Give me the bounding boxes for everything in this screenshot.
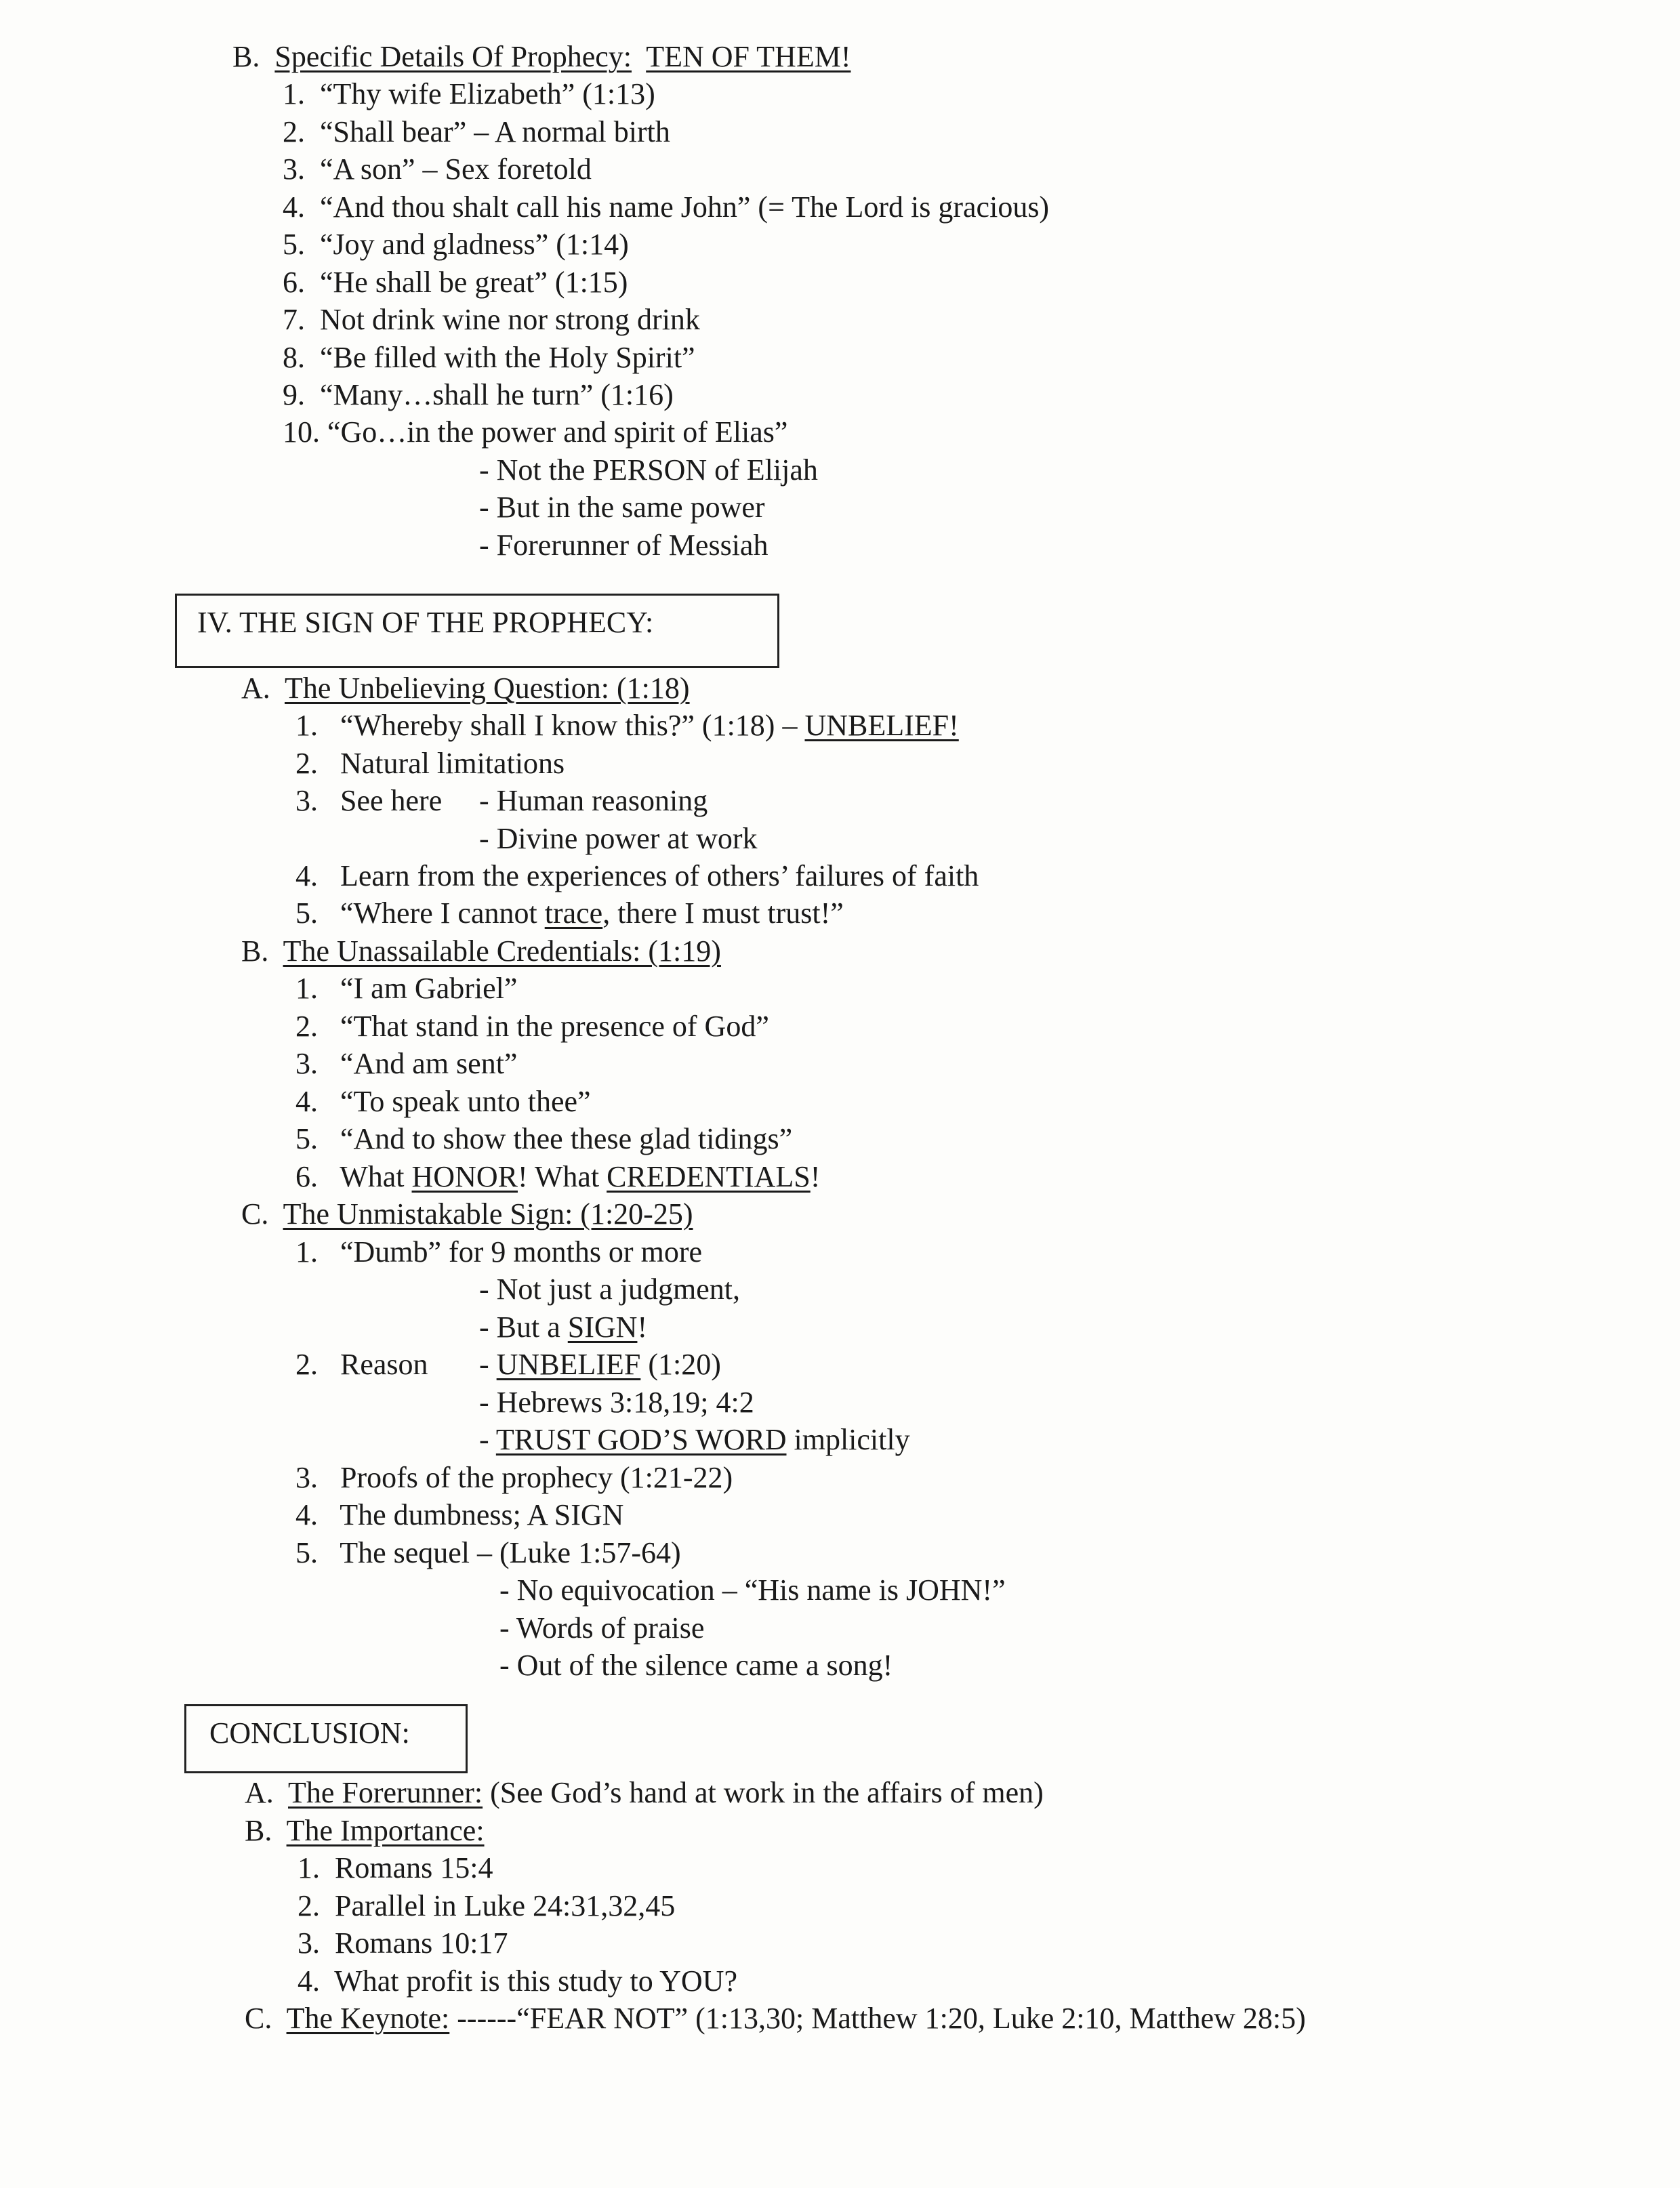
subsection-c-title: The Unmistakable Sign: (1:20-25) [283,1197,693,1231]
sub-item: - But in the same power [479,491,765,524]
list-item: 6. What HONOR! What CREDENTIALS! [295,1160,821,1193]
sub-item: - UNBELIEF (1:20) [479,1348,721,1381]
list-item: 4. What profit is this study to YOU? [298,1964,737,1998]
section-b-title: Specific Details Of Prophecy: [274,40,632,73]
list-item: 2. “That stand in the presence of God” [295,1010,769,1043]
list-item: 2. Natural limitations [295,747,565,780]
sub-item: - Not just a judgment, [479,1273,740,1306]
list-item: 1. “I am Gabriel” [295,972,518,1005]
list-item: 9. “Many…shall he turn” (1:16) [283,378,674,411]
conclusion-header: CONCLUSION: [209,1716,410,1750]
subsection-a-title: The Unbelieving Question: (1:18) [285,672,690,705]
list-item: 5. The sequel – (Luke 1:57-64) [295,1536,681,1569]
list-item: 3. Romans 10:17 [298,1926,508,1960]
section-iv-header: IV. THE SIGN OF THE PROPHECY: [197,606,654,639]
conclusion-c-title: The Keynote: [286,2002,450,2035]
conclusion-a: A. The Forerunner: (See God’s hand at work in the affairs of men) [245,1776,1044,1809]
sub-item: - Divine power at work [479,822,758,855]
list-item: 5. “Joy and gladness” (1:14) [283,228,629,261]
list-item: 7. Not drink wine nor strong drink [283,303,700,336]
subsection-a-heading: A. The Unbelieving Question: (1:18) [241,672,690,705]
list-item: 3. “And am sent” [295,1047,518,1080]
subsection-b-title: The Unassailable Credentials: (1:19) [283,934,721,968]
sub-item: - Out of the silence came a song! [499,1649,893,1682]
sub-item: - Human reasoning [479,784,708,817]
list-item: 4. The dumbness; A SIGN [295,1498,624,1531]
conclusion-a-title: The Forerunner: [288,1776,483,1809]
list-item: 1. “Thy wife Elizabeth” (1:13) [283,77,655,110]
list-item: 2. Parallel in Luke 24:31,32,45 [298,1889,676,1922]
list-item: 4. “And thou shalt call his name John” (= The Lord is gracious) [283,190,1050,224]
sub-item: - Forerunner of Messiah [479,529,769,562]
list-item: 10. “Go…in the power and spirit of Elias” [283,415,788,449]
list-item: 4. Learn from the experiences of others’ failures of faith [295,859,979,892]
conclusion-c: C. The Keynote: ------“FEAR NOT” (1:13,30; Matthew 1:20, Luke 2:10, Matthew 28:5) [245,2002,1306,2035]
list-item: 1. “Dumb” for 9 months or more [295,1235,702,1268]
subsection-c-heading: C. The Unmistakable Sign: (1:20-25) [241,1197,693,1231]
section-b-tag: TEN OF THEM! [646,40,851,73]
list-item: 3. Proofs of the prophecy (1:21-22) [295,1461,733,1494]
conclusion-header-box [184,1704,468,1773]
list-item: 1. Romans 15:4 [298,1851,493,1884]
list-item: 1. “Whereby shall I know this?” (1:18) – UNBELIEF! [295,709,959,742]
sub-item: - Words of praise [499,1611,705,1645]
sub-item: - Not the PERSON of Elijah [479,453,818,487]
conclusion-b-title: The Importance: [286,1814,485,1847]
list-item: 5. “And to show thee these glad tidings” [295,1122,793,1155]
conclusion-b: B. The Importance: [245,1814,485,1847]
list-item: 8. “Be filled with the Holy Spirit” [283,341,695,374]
list-item: 6. “He shall be great” (1:15) [283,266,628,299]
list-item: 3. “A son” – Sex foretold [283,152,592,186]
sub-item: - But a SIGN! [479,1310,648,1344]
section-b-heading [232,39,851,75]
list-item: 2. “Shall bear” – A normal birth [283,115,670,148]
subsection-b-heading: B. The Unassailable Credentials: (1:19) [241,934,721,968]
section-iv-header-box [175,594,779,668]
sub-item: - No equivocation – “His name is JOHN!” [499,1573,1006,1607]
sub-item: - TRUST GOD’S WORD implicitly [479,1423,910,1456]
list-item: 2. Reason [295,1348,428,1381]
list-item: 3. See here [295,784,443,817]
sub-item: - Hebrews 3:18,19; 4:2 [479,1386,754,1419]
list-item: 4. “To speak unto thee” [295,1085,591,1118]
outline-letter: B. [232,40,260,73]
list-item: 5. “Where I cannot trace, there I must trust!” [295,896,844,930]
